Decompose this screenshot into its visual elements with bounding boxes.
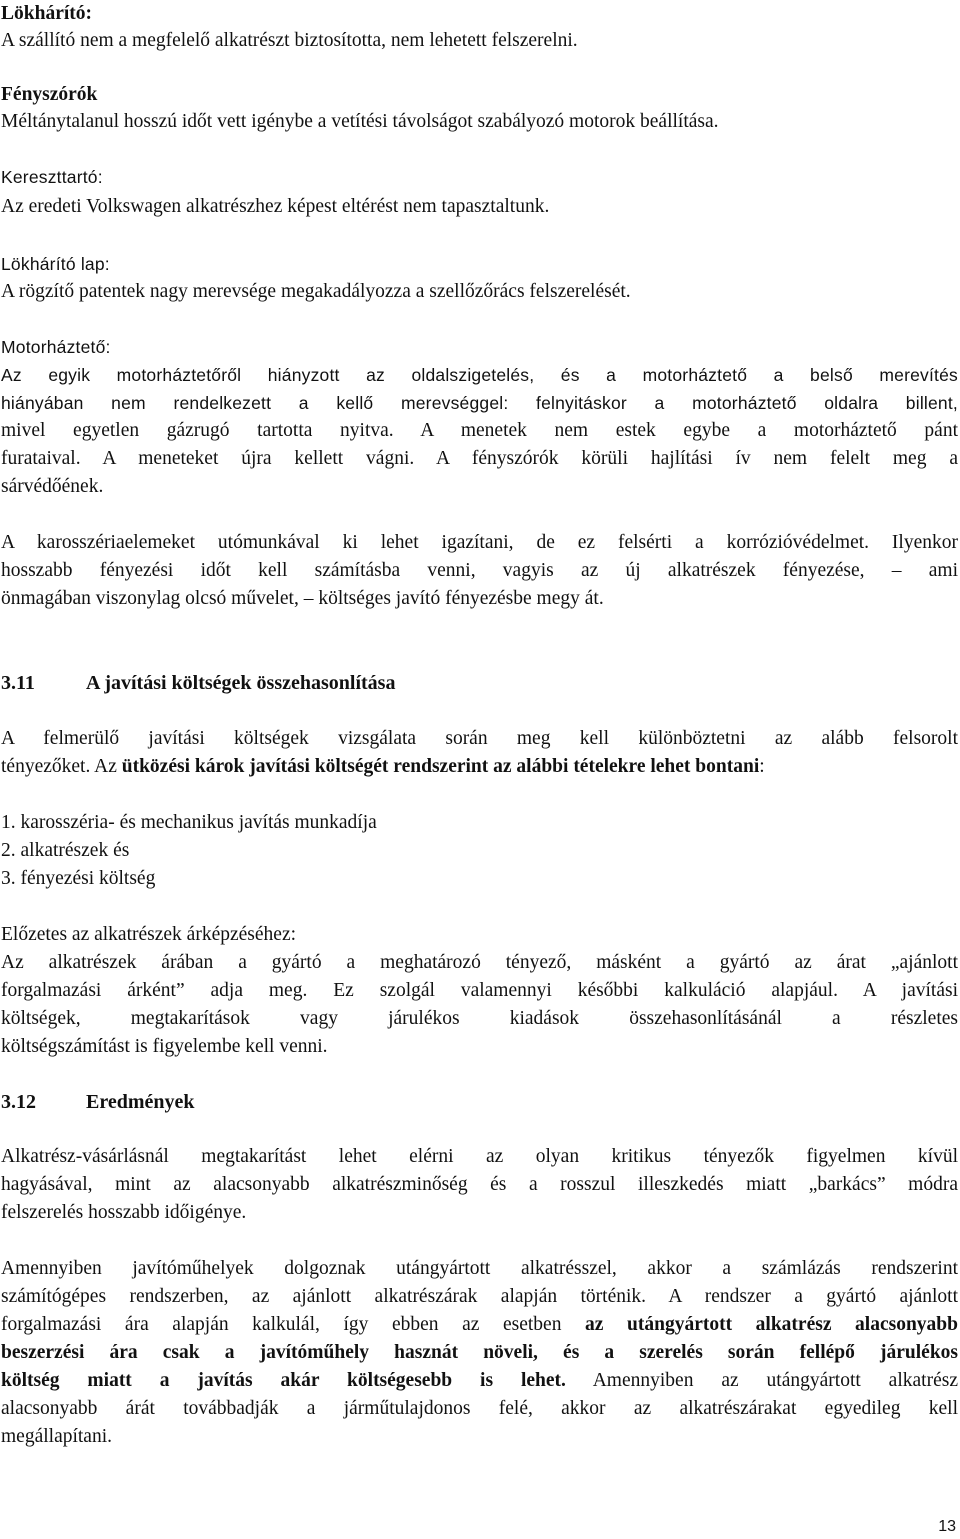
heading-lokharito-lap: Lökhárító lap: xyxy=(1,254,110,274)
results-line: felszerelés hosszabb időigénye. xyxy=(1,1202,247,1223)
motorhazteto-line: furataival. A meneteket újra kellett vágni. A fényszórók körüli hajlítási ív nem felelt meg a xyxy=(1,448,958,469)
section-heading-3-12 xyxy=(1,1088,958,1116)
heading-lokharito: Lökhárító: xyxy=(1,3,93,24)
list-item: 3. fényezési költség xyxy=(1,868,156,889)
pricing-line: Az alkatrészek árában a gyártó a meghatározó tényező, másként a gyártó az árat „ajánlott xyxy=(1,952,958,973)
page-number: 13 xyxy=(938,1518,956,1535)
results-line: számítógépes rendszerben, az ajánlott alkatrészárak alapján történik. A rendszer a gyártó ajánlott xyxy=(1,1286,958,1307)
results-bold-text: költség miatt a javítás akár költségesebb is lehet. xyxy=(1,1370,566,1391)
results-text: forgalmazási ára alapján kalkulál, így ebben az esetben xyxy=(1,1314,562,1335)
motorhazteto-line: Az egyik motorháztetőről hiányzott az oldalszigetelés, és a motorháztető a belső merevítés xyxy=(1,365,958,385)
text-fenyszorok: Méltánytalanul hosszú időt vett igénybe a vetítési távolságot szabályozó motorok beállítása. xyxy=(1,111,719,132)
section-number: 3.12 xyxy=(1,1091,36,1113)
s311-intro-line xyxy=(1,753,958,781)
intro-text: tényezőket. Az xyxy=(1,756,117,777)
list-item: 1. karosszéria- és mechanikus javítás munkadíja xyxy=(1,812,377,833)
results-line xyxy=(1,1367,958,1395)
section-number: 3.11 xyxy=(1,672,35,694)
list-item: 2. alkatrészek és xyxy=(1,840,130,861)
karosszeria-line: A karosszériaelemeket utómunkával ki lehet igazítani, de ez felsérti a korrózióvédelmet. Ilyenkor xyxy=(1,532,958,553)
karosszeria-line: hosszabb fényezési időt kell számításba venni, vagyis az új alkatrészek fényezése, – ami xyxy=(1,560,958,581)
text-lokharito-lap: A rögzítő patentek nagy merevsége megakadályozza a szellőzőrács felszerelését. xyxy=(1,281,631,302)
section-title: Eredmények xyxy=(86,1091,195,1113)
text-lokharito: A szállító nem a megfelelő alkatrészt biztosította, nem lehetett felszerelni. xyxy=(1,30,578,51)
results-line: Alkatrész-vásárlásnál megtakarítást lehet elérni az olyan kritikus tényezők figyelmen kívül xyxy=(1,1146,958,1167)
results-bold-text: az utángyártott alkatrész alacsonyabb xyxy=(585,1314,958,1335)
section-heading-3-11 xyxy=(1,669,958,697)
text-kereszttarto: Az eredeti Volkswagen alkatrészhez képest eltérést nem tapasztaltunk. xyxy=(1,196,550,217)
pricing-heading: Előzetes az alkatrészek árképzéséhez: xyxy=(1,924,297,945)
section-title: A javítási költségek összehasonlítása xyxy=(86,672,396,694)
pricing-line: költségszámítást is figyelembe kell venni. xyxy=(1,1036,328,1057)
heading-kereszttarto: Kereszttartó: xyxy=(1,167,103,187)
results-bold-line: beszerzési ára csak a javítóműhely hasznát növeli, és a szerelés során fellépő járulékos xyxy=(1,1342,958,1363)
motorhazteto-line: mivel egyetlen gázrugó tartotta nyitva. A menetek nem estek egybe a motorháztető pánt xyxy=(1,420,958,441)
karosszeria-line: önmagában viszonylag olcsó művelet, – költséges javító fényezésbe megy át. xyxy=(1,588,604,609)
results-line: hagyásával, mint az alacsonyabb alkatrészminőség és a rosszul illeszkedés miatt „barkács” módra xyxy=(1,1174,958,1195)
intro-colon: : xyxy=(759,756,765,777)
results-line: megállapítani. xyxy=(1,1426,113,1447)
results-text: Amennyiben az utángyártott alkatrész xyxy=(592,1370,958,1391)
results-line xyxy=(1,1311,958,1339)
pricing-line: költségek, megtakarítások vagy járulékos kiadások összehasonlításánál a részletes xyxy=(1,1008,958,1029)
pricing-line: forgalmazási árként” adja meg. Ez szolgál valamennyi későbbi kalkuláció alapjául. A javítási xyxy=(1,980,958,1001)
motorhazteto-line: sárvédőének. xyxy=(1,476,104,497)
results-line: Amennyiben javítóműhelyek dolgoznak utángyártott alkatrésszel, akkor a számlázás rendszerint xyxy=(1,1258,958,1279)
results-line: alacsonyabb árát továbbadják a járműtulajdonos felé, akkor az alkatrészárakat egyedileg kell xyxy=(1,1398,958,1419)
intro-bold-text: ütközési károk javítási költségét rendszerint az alábbi tételekre lehet bontani xyxy=(121,756,760,777)
heading-fenyszorok: Fényszórók xyxy=(1,84,98,105)
s311-intro-line: A felmerülő javítási költségek vizsgálata során meg kell különböztetni az alább felsorolt xyxy=(1,728,958,749)
heading-motorhazteto: Motorháztető: xyxy=(1,337,111,357)
motorhazteto-line: hiányában nem rendelkezett a kellő merevséggel: felnyitáskor a motorháztető oldalra billent, xyxy=(1,393,958,413)
